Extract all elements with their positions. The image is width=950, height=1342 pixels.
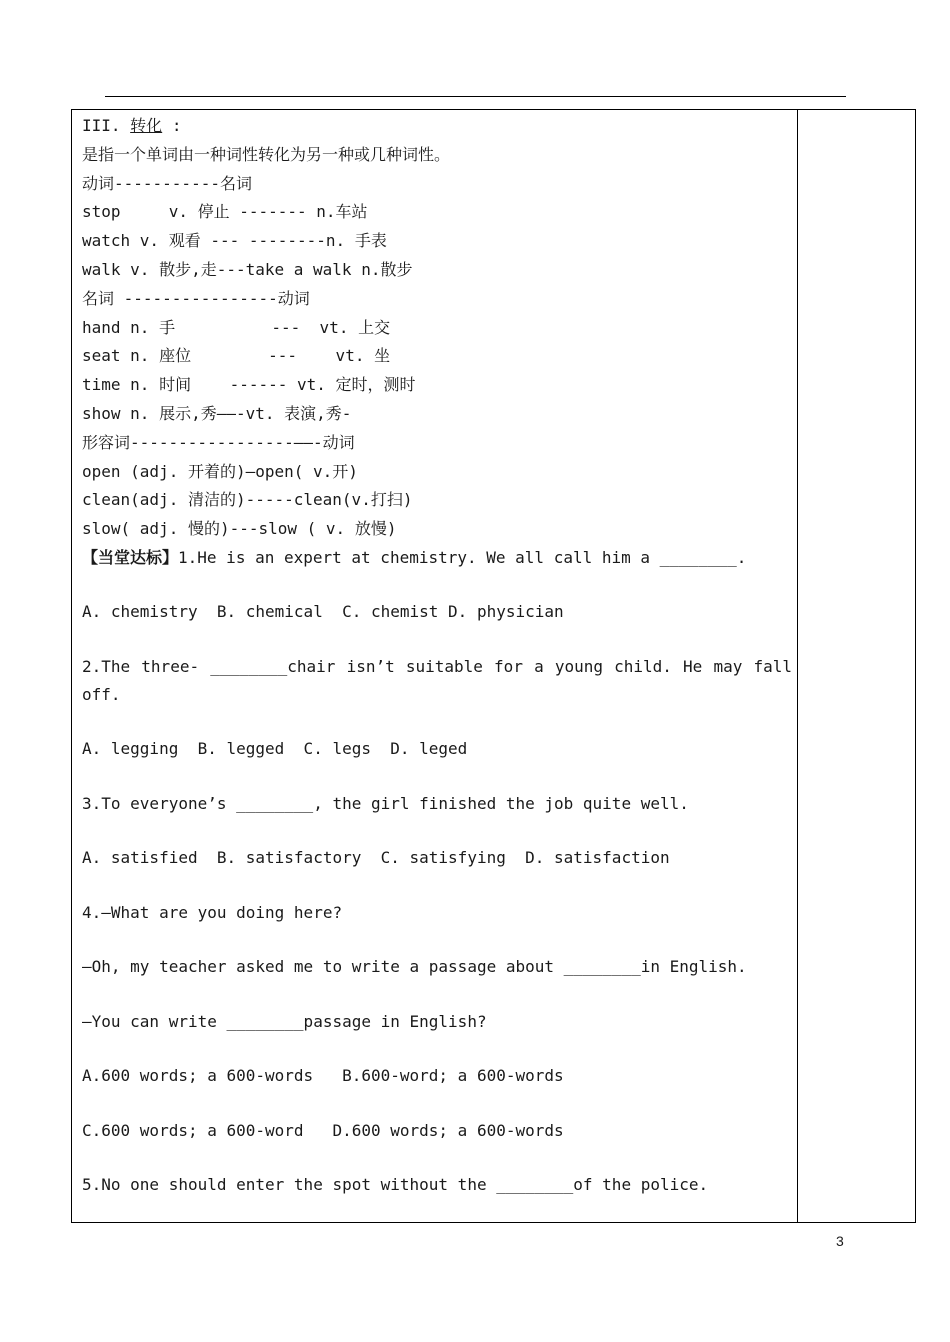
- header-rule: [105, 96, 846, 97]
- question-text: 1.He is an expert at chemistry. We all call him a ________.: [178, 547, 747, 567]
- main-content: [82, 112, 802, 1226]
- conversion-line: show n. 展示,秀——-vt. 表演,秀-: [82, 403, 352, 423]
- conversion-line: watch v. 观看 --- --------n. 手表: [82, 231, 387, 251]
- question-4-options-cd: C.600 words; a 600-word D.600 words; a 600-words: [82, 1120, 564, 1140]
- section-heading: [82, 112, 792, 141]
- conversion-line: seat n. 座位 --- vt. 坐: [82, 346, 391, 366]
- conversion-line: stop v. 停止 ------- n.车站: [82, 202, 368, 222]
- question-3-options: A. satisfied B. satisfactory C. satisfying D. satisfaction: [82, 848, 670, 868]
- question-1: [82, 544, 792, 572]
- question-2: 2.The three- ________chair isn’t suitable for a young child. He may fall off.: [82, 656, 802, 704]
- page-number: 3: [836, 1233, 844, 1249]
- conversion-line: slow( adj. 慢的)---slow ( v. 放慢): [82, 519, 397, 539]
- conversion-line: 动词-----------名词: [82, 173, 252, 193]
- section-colon: :: [171, 116, 182, 135]
- question-3: 3.To everyone’s ________, the girl finished the job quite well.: [82, 793, 689, 813]
- conversion-line: time n. 时间 ------ vt. 定时，测时: [82, 375, 416, 395]
- exercise-heading: 【当堂达标】: [82, 547, 179, 567]
- section-numeral: III.: [82, 116, 121, 135]
- conversion-line: clean(adj. 清洁的)-----clean(v.打扫): [82, 490, 413, 510]
- conversion-line: walk v. 散步,走---take a walk n.散步: [82, 259, 413, 279]
- section-definition: 是指一个单词由一种词性转化为另一种或几种词性。: [82, 144, 451, 164]
- section-title: 转化: [130, 116, 163, 135]
- question-5: 5.No one should enter the spot without the ________of the police.: [82, 1175, 709, 1195]
- question-4-options-ab: A.600 words; a 600-words B.600-word; a 600-words: [82, 1066, 564, 1086]
- conversion-line: 名词 ----------------动词: [82, 288, 310, 308]
- question-4-dialogue-2: —You can write ________passage in English?: [82, 1011, 487, 1031]
- question-4: 4.—What are you doing here?: [82, 902, 343, 922]
- conversion-line: hand n. 手 --- vt. 上交: [82, 317, 391, 337]
- conversion-line: open (adj. 开着的)—open( v.开): [82, 461, 358, 481]
- conversion-line: 形容词-----------------——-动词: [82, 432, 355, 452]
- question-1-options: A. chemistry B. chemical C. chemist D. physician: [82, 602, 564, 622]
- question-2-options: A. legging B. legged C. legs D. leged: [82, 739, 468, 759]
- question-4-dialogue-1: —Oh, my teacher asked me to write a passage about ________in English.: [82, 957, 747, 977]
